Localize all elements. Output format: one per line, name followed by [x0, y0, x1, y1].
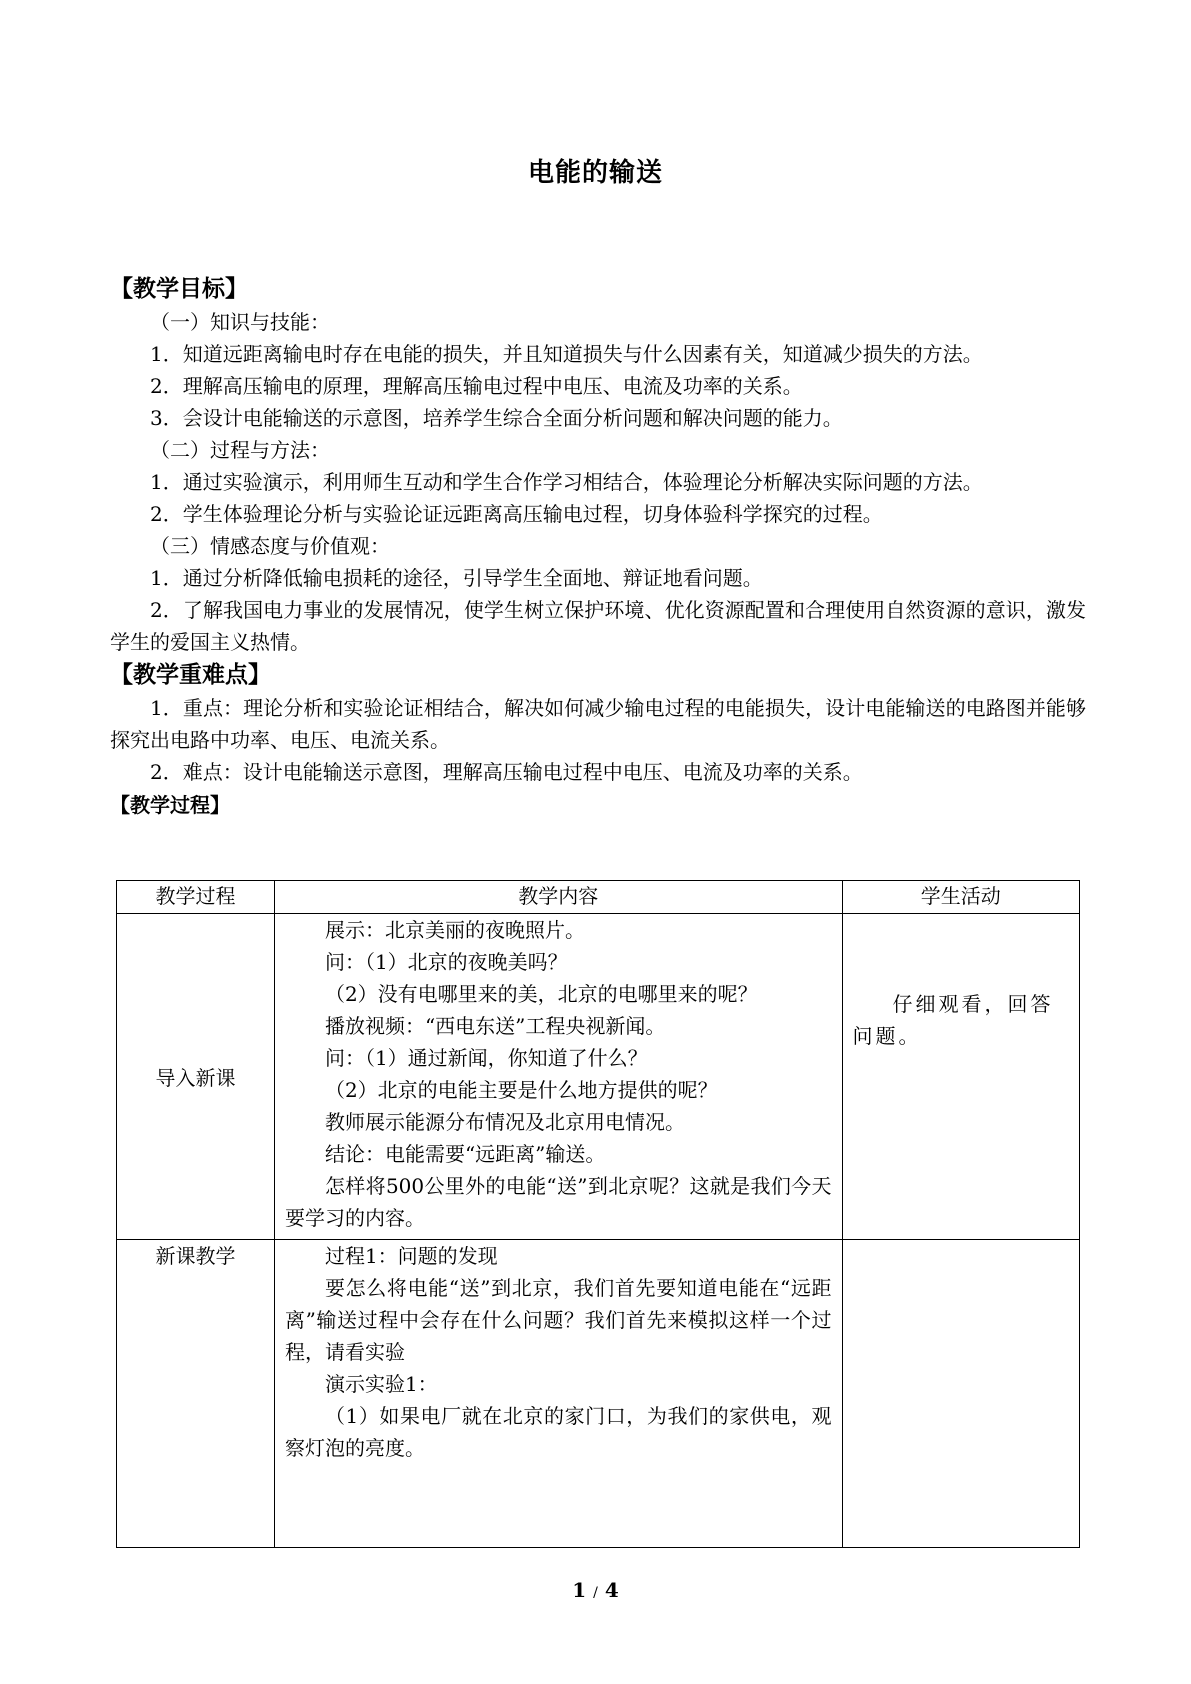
content-line: （1）如果电厂就在北京的家门口，为我们的家供电，观察灯泡的亮度。	[284, 1404, 832, 1460]
table-header-row	[117, 881, 1080, 914]
table-row	[117, 914, 1080, 1240]
content-line: 问：（1）北京的夜晚美吗？	[324, 950, 568, 974]
keypoint-item: 1．重点：理论分析和实验论证相结合，解决如何减少输电过程的电能损失，设计电能输送的电路图并能够探究出电路中功率、电压、电流关系。	[110, 696, 1086, 752]
content-line: 要怎么将电能“送”到北京，我们首先要知道电能在“远距离”输送过程中会存在什么问题？我们首先来模拟这样一个过程，请看实验	[284, 1276, 832, 1364]
activity-text: 仔细观看，回答问题。	[852, 992, 1054, 1048]
process-item: 2．学生体验理论分析与实验论证远距离高压输电过程，切身体验科学探究的过程。	[150, 502, 883, 526]
content-line: 结论：电能需要“远距离”输送。	[324, 1142, 606, 1166]
stage-cell: 导入新课	[117, 914, 275, 1240]
content-cell	[274, 914, 842, 1240]
column-header-stage: 教学过程	[117, 881, 275, 914]
knowledge-subheading: （一）知识与技能：	[150, 310, 330, 334]
content-line: 怎样将500公里外的电能“送”到北京呢？这就是我们今天要学习的内容。	[284, 1174, 832, 1230]
column-header-activity: 学生活动	[842, 881, 1080, 914]
column-header-content: 教学内容	[274, 881, 842, 914]
content-cell	[274, 1240, 842, 1548]
page-number	[0, 1578, 1191, 1602]
table-row	[117, 1240, 1080, 1548]
content-line: 展示：北京美丽的夜晚照片。	[324, 918, 585, 942]
current-page: 1	[572, 1578, 587, 1602]
document-title: 电能的输送	[527, 158, 663, 188]
attitude-item: 2．了解我国电力事业的发展情况，使学生树立保护环境、优化资源配置和合理使用自然资源的意识，激发学生的爱国主义热情。	[110, 598, 1086, 654]
keypoint-item: 2．难点：设计电能输送示意图，理解高压输电过程中电压、电流及功率的关系。	[150, 760, 863, 784]
activity-cell	[842, 914, 1080, 1240]
knowledge-item: 1．知道远距离输电时存在电能的损失，并且知道损失与什么因素有关，知道减少损失的方法。	[150, 342, 983, 366]
objectives-heading: 【教学目标】	[110, 276, 248, 302]
knowledge-item: 3．会设计电能输送的示意图，培养学生综合全面分析问题和解决问题的能力。	[150, 406, 843, 430]
page-separator: /	[593, 1585, 598, 1601]
keypoints-heading: 【教学重难点】	[110, 662, 271, 688]
process-heading: 【教学过程】	[110, 793, 230, 817]
content-line: 演示实验1：	[324, 1372, 438, 1396]
stage-cell: 新课教学	[117, 1240, 275, 1548]
content-line: 过程1：问题的发现	[324, 1244, 498, 1268]
activity-cell	[842, 1240, 1080, 1548]
content-line: 教师展示能源分布情况及北京用电情况。	[324, 1110, 685, 1134]
process-subheading: （二）过程与方法：	[150, 438, 330, 462]
attitude-subheading: （三）情感态度与价值观：	[150, 534, 390, 558]
content-line: 播放视频：“西电东送”工程央视新闻。	[324, 1014, 666, 1038]
content-line: 问：（1）通过新闻，你知道了什么？	[324, 1046, 648, 1070]
attitude-item: 1．通过分析降低输电损耗的途径，引导学生全面地、辩证地看问题。	[150, 566, 763, 590]
content-line: （2）没有电哪里来的美，北京的电哪里来的呢？	[324, 982, 758, 1006]
content-line: （2）北京的电能主要是什么地方提供的呢？	[324, 1078, 718, 1102]
knowledge-item: 2．理解高压输电的原理，理解高压输电过程中电压、电流及功率的关系。	[150, 374, 803, 398]
process-item: 1．通过实验演示，利用师生互动和学生合作学习相结合，体验理论分析解决实际问题的方法。	[150, 470, 983, 494]
teaching-process-table	[116, 880, 1080, 1548]
total-pages: 4	[604, 1578, 619, 1602]
document-body	[110, 272, 1086, 822]
